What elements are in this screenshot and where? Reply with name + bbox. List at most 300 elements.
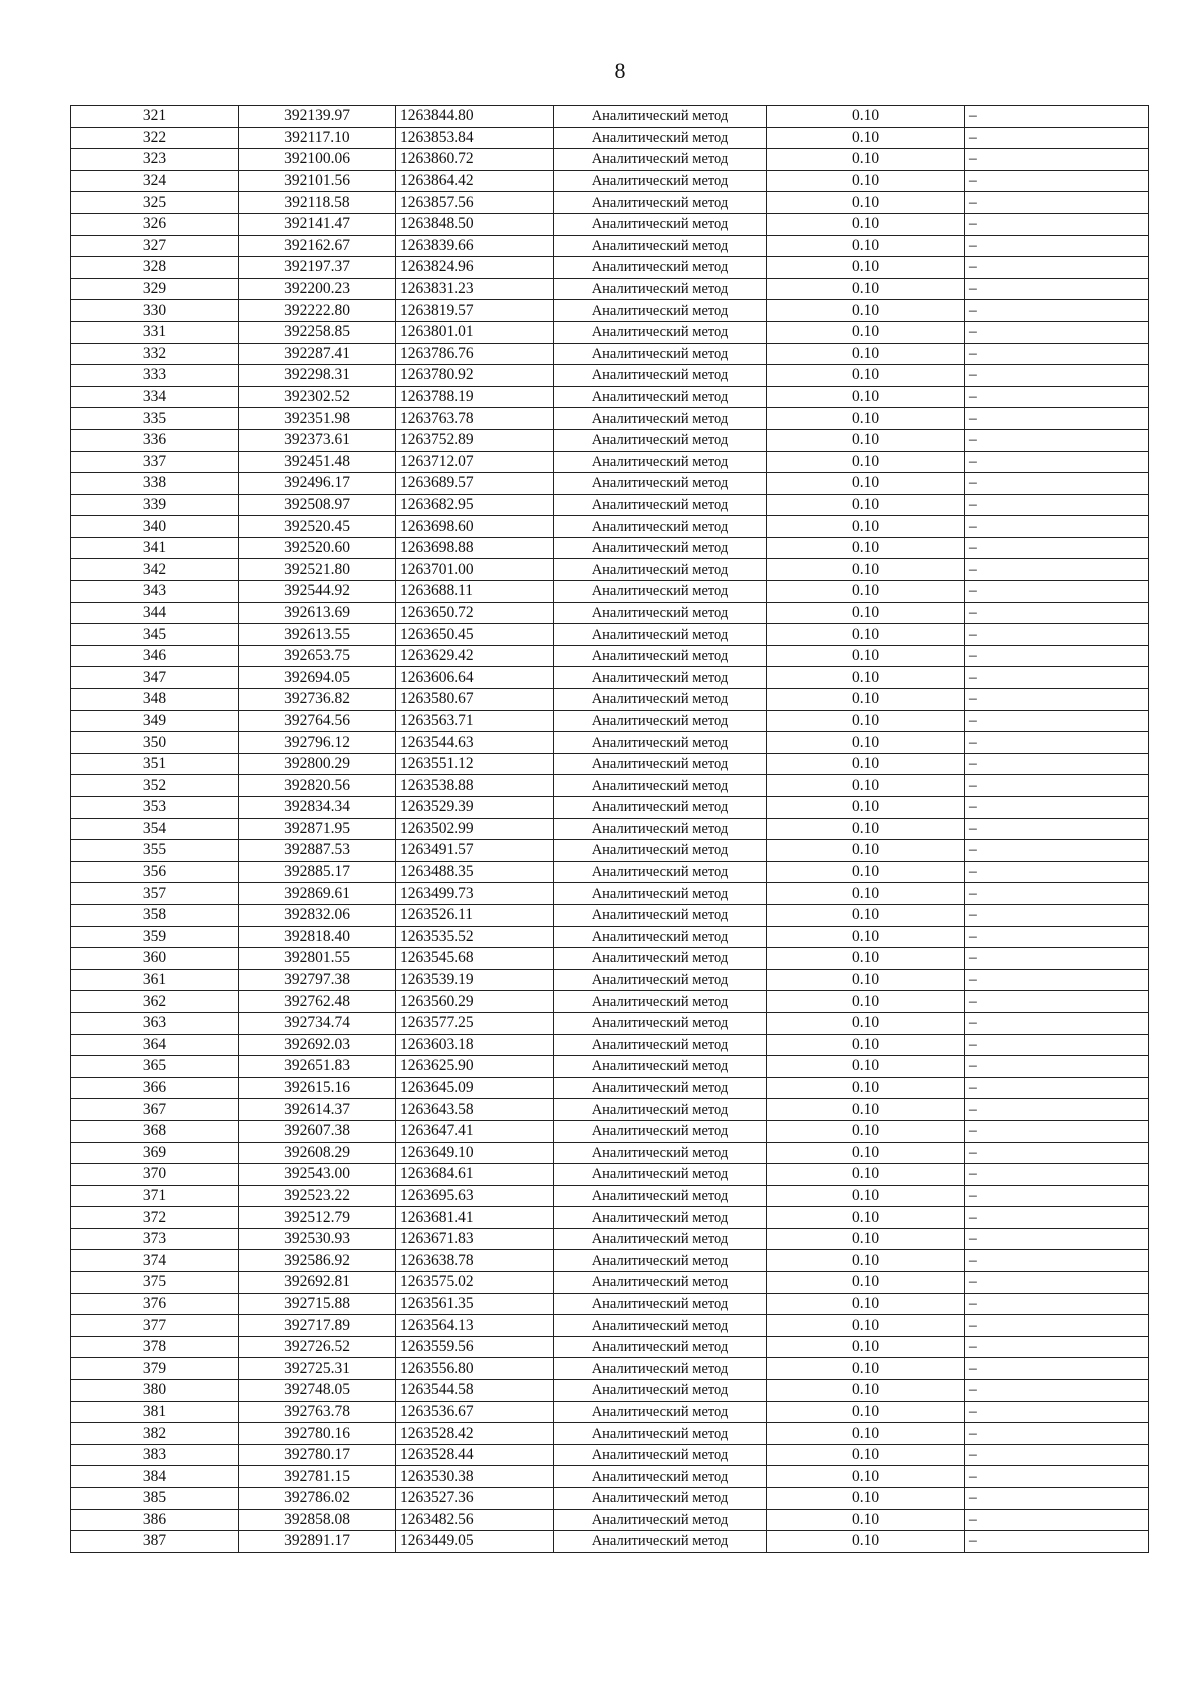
table-row bbox=[71, 818, 1149, 840]
point-number-cell: 357 bbox=[71, 883, 239, 905]
method-cell: Аналитический метод bbox=[554, 278, 767, 300]
accuracy-cell: 0.10 bbox=[767, 321, 965, 343]
table-row bbox=[71, 861, 1149, 883]
x-coordinate-cell: 392887.53 bbox=[239, 840, 396, 862]
y-coordinate-cell: 1263643.58 bbox=[396, 1099, 554, 1121]
method-cell: Аналитический метод bbox=[554, 451, 767, 473]
y-coordinate-cell: 1263559.56 bbox=[396, 1336, 554, 1358]
description-cell: – bbox=[965, 1401, 1149, 1423]
description-cell: – bbox=[965, 624, 1149, 646]
y-coordinate-cell: 1263701.00 bbox=[396, 559, 554, 581]
accuracy-cell: 0.10 bbox=[767, 192, 965, 214]
x-coordinate-cell: 392608.29 bbox=[239, 1142, 396, 1164]
accuracy-cell: 0.10 bbox=[767, 1444, 965, 1466]
method-cell: Аналитический метод bbox=[554, 149, 767, 171]
point-number-cell: 335 bbox=[71, 408, 239, 430]
y-coordinate-cell: 1263848.50 bbox=[396, 213, 554, 235]
y-coordinate-cell: 1263556.80 bbox=[396, 1358, 554, 1380]
point-number-cell: 325 bbox=[71, 192, 239, 214]
table-row bbox=[71, 1250, 1149, 1272]
y-coordinate-cell: 1263763.78 bbox=[396, 408, 554, 430]
method-cell: Аналитический метод bbox=[554, 667, 767, 689]
y-coordinate-cell: 1263536.67 bbox=[396, 1401, 554, 1423]
method-cell: Аналитический метод bbox=[554, 429, 767, 451]
table-row bbox=[71, 213, 1149, 235]
point-number-cell: 375 bbox=[71, 1272, 239, 1294]
y-coordinate-cell: 1263698.88 bbox=[396, 537, 554, 559]
method-cell: Аналитический метод bbox=[554, 1293, 767, 1315]
accuracy-cell: 0.10 bbox=[767, 1034, 965, 1056]
y-coordinate-cell: 1263482.56 bbox=[396, 1509, 554, 1531]
point-number-cell: 366 bbox=[71, 1077, 239, 1099]
accuracy-cell: 0.10 bbox=[767, 537, 965, 559]
point-number-cell: 354 bbox=[71, 818, 239, 840]
description-cell: – bbox=[965, 321, 1149, 343]
point-number-cell: 378 bbox=[71, 1336, 239, 1358]
x-coordinate-cell: 392858.08 bbox=[239, 1509, 396, 1531]
table-row bbox=[71, 1099, 1149, 1121]
y-coordinate-cell: 1263526.11 bbox=[396, 904, 554, 926]
accuracy-cell: 0.10 bbox=[767, 732, 965, 754]
accuracy-cell: 0.10 bbox=[767, 1077, 965, 1099]
accuracy-cell: 0.10 bbox=[767, 861, 965, 883]
table-row bbox=[71, 948, 1149, 970]
y-coordinate-cell: 1263502.99 bbox=[396, 818, 554, 840]
point-number-cell: 383 bbox=[71, 1444, 239, 1466]
table-row bbox=[71, 1380, 1149, 1402]
point-number-cell: 355 bbox=[71, 840, 239, 862]
x-coordinate-cell: 392781.15 bbox=[239, 1466, 396, 1488]
method-cell: Аналитический метод bbox=[554, 840, 767, 862]
y-coordinate-cell: 1263844.80 bbox=[396, 106, 554, 128]
method-cell: Аналитический метод bbox=[554, 948, 767, 970]
description-cell: – bbox=[965, 386, 1149, 408]
method-cell: Аналитический метод bbox=[554, 797, 767, 819]
point-number-cell: 342 bbox=[71, 559, 239, 581]
x-coordinate-cell: 392298.31 bbox=[239, 365, 396, 387]
x-coordinate-cell: 392543.00 bbox=[239, 1164, 396, 1186]
description-cell: – bbox=[965, 1056, 1149, 1078]
table-row bbox=[71, 537, 1149, 559]
method-cell: Аналитический метод bbox=[554, 1034, 767, 1056]
point-number-cell: 321 bbox=[71, 106, 239, 128]
table-row bbox=[71, 775, 1149, 797]
method-cell: Аналитический метод bbox=[554, 645, 767, 667]
table-row bbox=[71, 429, 1149, 451]
method-cell: Аналитический метод bbox=[554, 300, 767, 322]
x-coordinate-cell: 392748.05 bbox=[239, 1380, 396, 1402]
method-cell: Аналитический метод bbox=[554, 235, 767, 257]
x-coordinate-cell: 392725.31 bbox=[239, 1358, 396, 1380]
table-row bbox=[71, 106, 1149, 128]
y-coordinate-cell: 1263535.52 bbox=[396, 926, 554, 948]
table-row bbox=[71, 1336, 1149, 1358]
table-row bbox=[71, 689, 1149, 711]
y-coordinate-cell: 1263650.72 bbox=[396, 602, 554, 624]
x-coordinate-cell: 392162.67 bbox=[239, 235, 396, 257]
description-cell: – bbox=[965, 1142, 1149, 1164]
x-coordinate-cell: 392800.29 bbox=[239, 753, 396, 775]
x-coordinate-cell: 392222.80 bbox=[239, 300, 396, 322]
accuracy-cell: 0.10 bbox=[767, 149, 965, 171]
x-coordinate-cell: 392141.47 bbox=[239, 213, 396, 235]
y-coordinate-cell: 1263530.38 bbox=[396, 1466, 554, 1488]
description-cell: – bbox=[965, 904, 1149, 926]
y-coordinate-cell: 1263780.92 bbox=[396, 365, 554, 387]
x-coordinate-cell: 392117.10 bbox=[239, 127, 396, 149]
method-cell: Аналитический метод bbox=[554, 343, 767, 365]
method-cell: Аналитический метод bbox=[554, 883, 767, 905]
point-number-cell: 385 bbox=[71, 1488, 239, 1510]
description-cell: – bbox=[965, 926, 1149, 948]
description-cell: – bbox=[965, 667, 1149, 689]
table-row bbox=[71, 321, 1149, 343]
accuracy-cell: 0.10 bbox=[767, 365, 965, 387]
description-cell: – bbox=[965, 1358, 1149, 1380]
method-cell: Аналитический метод bbox=[554, 1250, 767, 1272]
x-coordinate-cell: 392512.79 bbox=[239, 1207, 396, 1229]
description-cell: – bbox=[965, 170, 1149, 192]
accuracy-cell: 0.10 bbox=[767, 775, 965, 797]
method-cell: Аналитический метод bbox=[554, 1336, 767, 1358]
y-coordinate-cell: 1263551.12 bbox=[396, 753, 554, 775]
coordinates-table bbox=[70, 105, 1149, 1553]
method-cell: Аналитический метод bbox=[554, 170, 767, 192]
y-coordinate-cell: 1263689.57 bbox=[396, 473, 554, 495]
point-number-cell: 334 bbox=[71, 386, 239, 408]
description-cell: – bbox=[965, 1293, 1149, 1315]
table-row bbox=[71, 300, 1149, 322]
point-number-cell: 338 bbox=[71, 473, 239, 495]
table-row bbox=[71, 1531, 1149, 1553]
method-cell: Аналитический метод bbox=[554, 1120, 767, 1142]
point-number-cell: 349 bbox=[71, 710, 239, 732]
point-number-cell: 327 bbox=[71, 235, 239, 257]
table-row bbox=[71, 1185, 1149, 1207]
description-cell: – bbox=[965, 1012, 1149, 1034]
description-cell: – bbox=[965, 213, 1149, 235]
table-row bbox=[71, 1077, 1149, 1099]
table-row bbox=[71, 797, 1149, 819]
point-number-cell: 356 bbox=[71, 861, 239, 883]
description-cell: – bbox=[965, 861, 1149, 883]
table-row bbox=[71, 645, 1149, 667]
y-coordinate-cell: 1263649.10 bbox=[396, 1142, 554, 1164]
table-row bbox=[71, 710, 1149, 732]
table-row bbox=[71, 926, 1149, 948]
method-cell: Аналитический метод bbox=[554, 537, 767, 559]
method-cell: Аналитический метод bbox=[554, 818, 767, 840]
accuracy-cell: 0.10 bbox=[767, 667, 965, 689]
description-cell: – bbox=[965, 300, 1149, 322]
table-row bbox=[71, 516, 1149, 538]
x-coordinate-cell: 392694.05 bbox=[239, 667, 396, 689]
coordinates-table-body bbox=[71, 106, 1149, 1553]
description-cell: – bbox=[965, 732, 1149, 754]
table-row bbox=[71, 1164, 1149, 1186]
method-cell: Аналитический метод bbox=[554, 1142, 767, 1164]
method-cell: Аналитический метод bbox=[554, 1358, 767, 1380]
y-coordinate-cell: 1263712.07 bbox=[396, 451, 554, 473]
y-coordinate-cell: 1263560.29 bbox=[396, 991, 554, 1013]
table-row bbox=[71, 343, 1149, 365]
point-number-cell: 379 bbox=[71, 1358, 239, 1380]
y-coordinate-cell: 1263449.05 bbox=[396, 1531, 554, 1553]
description-cell: – bbox=[965, 365, 1149, 387]
point-number-cell: 368 bbox=[71, 1120, 239, 1142]
table-row bbox=[71, 408, 1149, 430]
x-coordinate-cell: 392717.89 bbox=[239, 1315, 396, 1337]
method-cell: Аналитический метод bbox=[554, 516, 767, 538]
accuracy-cell: 0.10 bbox=[767, 213, 965, 235]
table-row bbox=[71, 1120, 1149, 1142]
point-number-cell: 361 bbox=[71, 969, 239, 991]
accuracy-cell: 0.10 bbox=[767, 127, 965, 149]
accuracy-cell: 0.10 bbox=[767, 170, 965, 192]
y-coordinate-cell: 1263857.56 bbox=[396, 192, 554, 214]
x-coordinate-cell: 392523.22 bbox=[239, 1185, 396, 1207]
description-cell: – bbox=[965, 473, 1149, 495]
x-coordinate-cell: 392786.02 bbox=[239, 1488, 396, 1510]
table-row bbox=[71, 904, 1149, 926]
accuracy-cell: 0.10 bbox=[767, 581, 965, 603]
method-cell: Аналитический метод bbox=[554, 1315, 767, 1337]
accuracy-cell: 0.10 bbox=[767, 257, 965, 279]
table-row bbox=[71, 969, 1149, 991]
accuracy-cell: 0.10 bbox=[767, 1056, 965, 1078]
method-cell: Аналитический метод bbox=[554, 775, 767, 797]
x-coordinate-cell: 392200.23 bbox=[239, 278, 396, 300]
accuracy-cell: 0.10 bbox=[767, 559, 965, 581]
description-cell: – bbox=[965, 192, 1149, 214]
y-coordinate-cell: 1263801.01 bbox=[396, 321, 554, 343]
table-row bbox=[71, 1056, 1149, 1078]
accuracy-cell: 0.10 bbox=[767, 1488, 965, 1510]
table-row bbox=[71, 1012, 1149, 1034]
description-cell: – bbox=[965, 1077, 1149, 1099]
method-cell: Аналитический метод bbox=[554, 1466, 767, 1488]
table-row bbox=[71, 753, 1149, 775]
y-coordinate-cell: 1263527.36 bbox=[396, 1488, 554, 1510]
description-cell: – bbox=[965, 278, 1149, 300]
table-row bbox=[71, 1509, 1149, 1531]
table-row bbox=[71, 386, 1149, 408]
description-cell: – bbox=[965, 1120, 1149, 1142]
method-cell: Аналитический метод bbox=[554, 689, 767, 711]
point-number-cell: 367 bbox=[71, 1099, 239, 1121]
table-row bbox=[71, 149, 1149, 171]
x-coordinate-cell: 392736.82 bbox=[239, 689, 396, 711]
point-number-cell: 341 bbox=[71, 537, 239, 559]
y-coordinate-cell: 1263538.88 bbox=[396, 775, 554, 797]
method-cell: Аналитический метод bbox=[554, 1056, 767, 1078]
x-coordinate-cell: 392287.41 bbox=[239, 343, 396, 365]
description-cell: – bbox=[965, 1207, 1149, 1229]
table-row bbox=[71, 235, 1149, 257]
accuracy-cell: 0.10 bbox=[767, 1228, 965, 1250]
method-cell: Аналитический метод bbox=[554, 1380, 767, 1402]
x-coordinate-cell: 392351.98 bbox=[239, 408, 396, 430]
point-number-cell: 377 bbox=[71, 1315, 239, 1337]
point-number-cell: 323 bbox=[71, 149, 239, 171]
method-cell: Аналитический метод bbox=[554, 732, 767, 754]
accuracy-cell: 0.10 bbox=[767, 1272, 965, 1294]
x-coordinate-cell: 392451.48 bbox=[239, 451, 396, 473]
accuracy-cell: 0.10 bbox=[767, 1099, 965, 1121]
accuracy-cell: 0.10 bbox=[767, 1164, 965, 1186]
description-cell: – bbox=[965, 1444, 1149, 1466]
method-cell: Аналитический метод bbox=[554, 127, 767, 149]
y-coordinate-cell: 1263853.84 bbox=[396, 127, 554, 149]
x-coordinate-cell: 392101.56 bbox=[239, 170, 396, 192]
accuracy-cell: 0.10 bbox=[767, 840, 965, 862]
accuracy-cell: 0.10 bbox=[767, 408, 965, 430]
point-number-cell: 328 bbox=[71, 257, 239, 279]
x-coordinate-cell: 392651.83 bbox=[239, 1056, 396, 1078]
y-coordinate-cell: 1263488.35 bbox=[396, 861, 554, 883]
accuracy-cell: 0.10 bbox=[767, 1250, 965, 1272]
accuracy-cell: 0.10 bbox=[767, 710, 965, 732]
y-coordinate-cell: 1263650.45 bbox=[396, 624, 554, 646]
x-coordinate-cell: 392869.61 bbox=[239, 883, 396, 905]
point-number-cell: 364 bbox=[71, 1034, 239, 1056]
x-coordinate-cell: 392763.78 bbox=[239, 1401, 396, 1423]
description-cell: – bbox=[965, 1099, 1149, 1121]
description-cell: – bbox=[965, 840, 1149, 862]
x-coordinate-cell: 392521.80 bbox=[239, 559, 396, 581]
description-cell: – bbox=[965, 710, 1149, 732]
x-coordinate-cell: 392885.17 bbox=[239, 861, 396, 883]
point-number-cell: 369 bbox=[71, 1142, 239, 1164]
table-row bbox=[71, 840, 1149, 862]
accuracy-cell: 0.10 bbox=[767, 516, 965, 538]
description-cell: – bbox=[965, 451, 1149, 473]
method-cell: Аналитический метод bbox=[554, 559, 767, 581]
point-number-cell: 336 bbox=[71, 429, 239, 451]
x-coordinate-cell: 392496.17 bbox=[239, 473, 396, 495]
x-coordinate-cell: 392764.56 bbox=[239, 710, 396, 732]
point-number-cell: 373 bbox=[71, 1228, 239, 1250]
y-coordinate-cell: 1263860.72 bbox=[396, 149, 554, 171]
y-coordinate-cell: 1263645.09 bbox=[396, 1077, 554, 1099]
accuracy-cell: 0.10 bbox=[767, 797, 965, 819]
x-coordinate-cell: 392614.37 bbox=[239, 1099, 396, 1121]
x-coordinate-cell: 392118.58 bbox=[239, 192, 396, 214]
point-number-cell: 347 bbox=[71, 667, 239, 689]
x-coordinate-cell: 392820.56 bbox=[239, 775, 396, 797]
method-cell: Аналитический метод bbox=[554, 602, 767, 624]
accuracy-cell: 0.10 bbox=[767, 1120, 965, 1142]
table-row bbox=[71, 1488, 1149, 1510]
accuracy-cell: 0.10 bbox=[767, 386, 965, 408]
x-coordinate-cell: 392613.55 bbox=[239, 624, 396, 646]
description-cell: – bbox=[965, 645, 1149, 667]
point-number-cell: 326 bbox=[71, 213, 239, 235]
point-number-cell: 384 bbox=[71, 1466, 239, 1488]
method-cell: Аналитический метод bbox=[554, 494, 767, 516]
point-number-cell: 380 bbox=[71, 1380, 239, 1402]
y-coordinate-cell: 1263625.90 bbox=[396, 1056, 554, 1078]
table-row bbox=[71, 1142, 1149, 1164]
x-coordinate-cell: 392508.97 bbox=[239, 494, 396, 516]
x-coordinate-cell: 392832.06 bbox=[239, 904, 396, 926]
x-coordinate-cell: 392586.92 bbox=[239, 1250, 396, 1272]
y-coordinate-cell: 1263638.78 bbox=[396, 1250, 554, 1272]
method-cell: Аналитический метод bbox=[554, 257, 767, 279]
description-cell: – bbox=[965, 991, 1149, 1013]
description-cell: – bbox=[965, 883, 1149, 905]
method-cell: Аналитический метод bbox=[554, 926, 767, 948]
y-coordinate-cell: 1263528.44 bbox=[396, 1444, 554, 1466]
point-number-cell: 372 bbox=[71, 1207, 239, 1229]
method-cell: Аналитический метод bbox=[554, 1272, 767, 1294]
y-coordinate-cell: 1263564.13 bbox=[396, 1315, 554, 1337]
accuracy-cell: 0.10 bbox=[767, 991, 965, 1013]
point-number-cell: 359 bbox=[71, 926, 239, 948]
description-cell: – bbox=[965, 257, 1149, 279]
x-coordinate-cell: 392373.61 bbox=[239, 429, 396, 451]
y-coordinate-cell: 1263839.66 bbox=[396, 235, 554, 257]
accuracy-cell: 0.10 bbox=[767, 818, 965, 840]
table-row bbox=[71, 192, 1149, 214]
description-cell: – bbox=[965, 753, 1149, 775]
y-coordinate-cell: 1263499.73 bbox=[396, 883, 554, 905]
method-cell: Аналитический метод bbox=[554, 386, 767, 408]
description-cell: – bbox=[965, 969, 1149, 991]
method-cell: Аналитический метод bbox=[554, 624, 767, 646]
method-cell: Аналитический метод bbox=[554, 192, 767, 214]
table-row bbox=[71, 278, 1149, 300]
accuracy-cell: 0.10 bbox=[767, 278, 965, 300]
accuracy-cell: 0.10 bbox=[767, 1531, 965, 1553]
table-row bbox=[71, 883, 1149, 905]
method-cell: Аналитический метод bbox=[554, 1099, 767, 1121]
description-cell: – bbox=[965, 1272, 1149, 1294]
table-row bbox=[71, 127, 1149, 149]
accuracy-cell: 0.10 bbox=[767, 689, 965, 711]
description-cell: – bbox=[965, 494, 1149, 516]
x-coordinate-cell: 392834.34 bbox=[239, 797, 396, 819]
method-cell: Аналитический метод bbox=[554, 1077, 767, 1099]
table-row bbox=[71, 1401, 1149, 1423]
table-row bbox=[71, 1358, 1149, 1380]
description-cell: – bbox=[965, 1423, 1149, 1445]
x-coordinate-cell: 392692.03 bbox=[239, 1034, 396, 1056]
y-coordinate-cell: 1263786.76 bbox=[396, 343, 554, 365]
point-number-cell: 381 bbox=[71, 1401, 239, 1423]
description-cell: – bbox=[965, 106, 1149, 128]
x-coordinate-cell: 392780.17 bbox=[239, 1444, 396, 1466]
point-number-cell: 346 bbox=[71, 645, 239, 667]
page-number: 8 bbox=[614, 58, 626, 83]
table-row bbox=[71, 1034, 1149, 1056]
point-number-cell: 360 bbox=[71, 948, 239, 970]
method-cell: Аналитический метод bbox=[554, 1423, 767, 1445]
x-coordinate-cell: 392100.06 bbox=[239, 149, 396, 171]
accuracy-cell: 0.10 bbox=[767, 753, 965, 775]
x-coordinate-cell: 392613.69 bbox=[239, 602, 396, 624]
description-cell: – bbox=[965, 516, 1149, 538]
method-cell: Аналитический метод bbox=[554, 1401, 767, 1423]
table-row bbox=[71, 494, 1149, 516]
x-coordinate-cell: 392197.37 bbox=[239, 257, 396, 279]
point-number-cell: 371 bbox=[71, 1185, 239, 1207]
point-number-cell: 340 bbox=[71, 516, 239, 538]
point-number-cell: 365 bbox=[71, 1056, 239, 1078]
method-cell: Аналитический метод bbox=[554, 213, 767, 235]
accuracy-cell: 0.10 bbox=[767, 1293, 965, 1315]
y-coordinate-cell: 1263695.63 bbox=[396, 1185, 554, 1207]
